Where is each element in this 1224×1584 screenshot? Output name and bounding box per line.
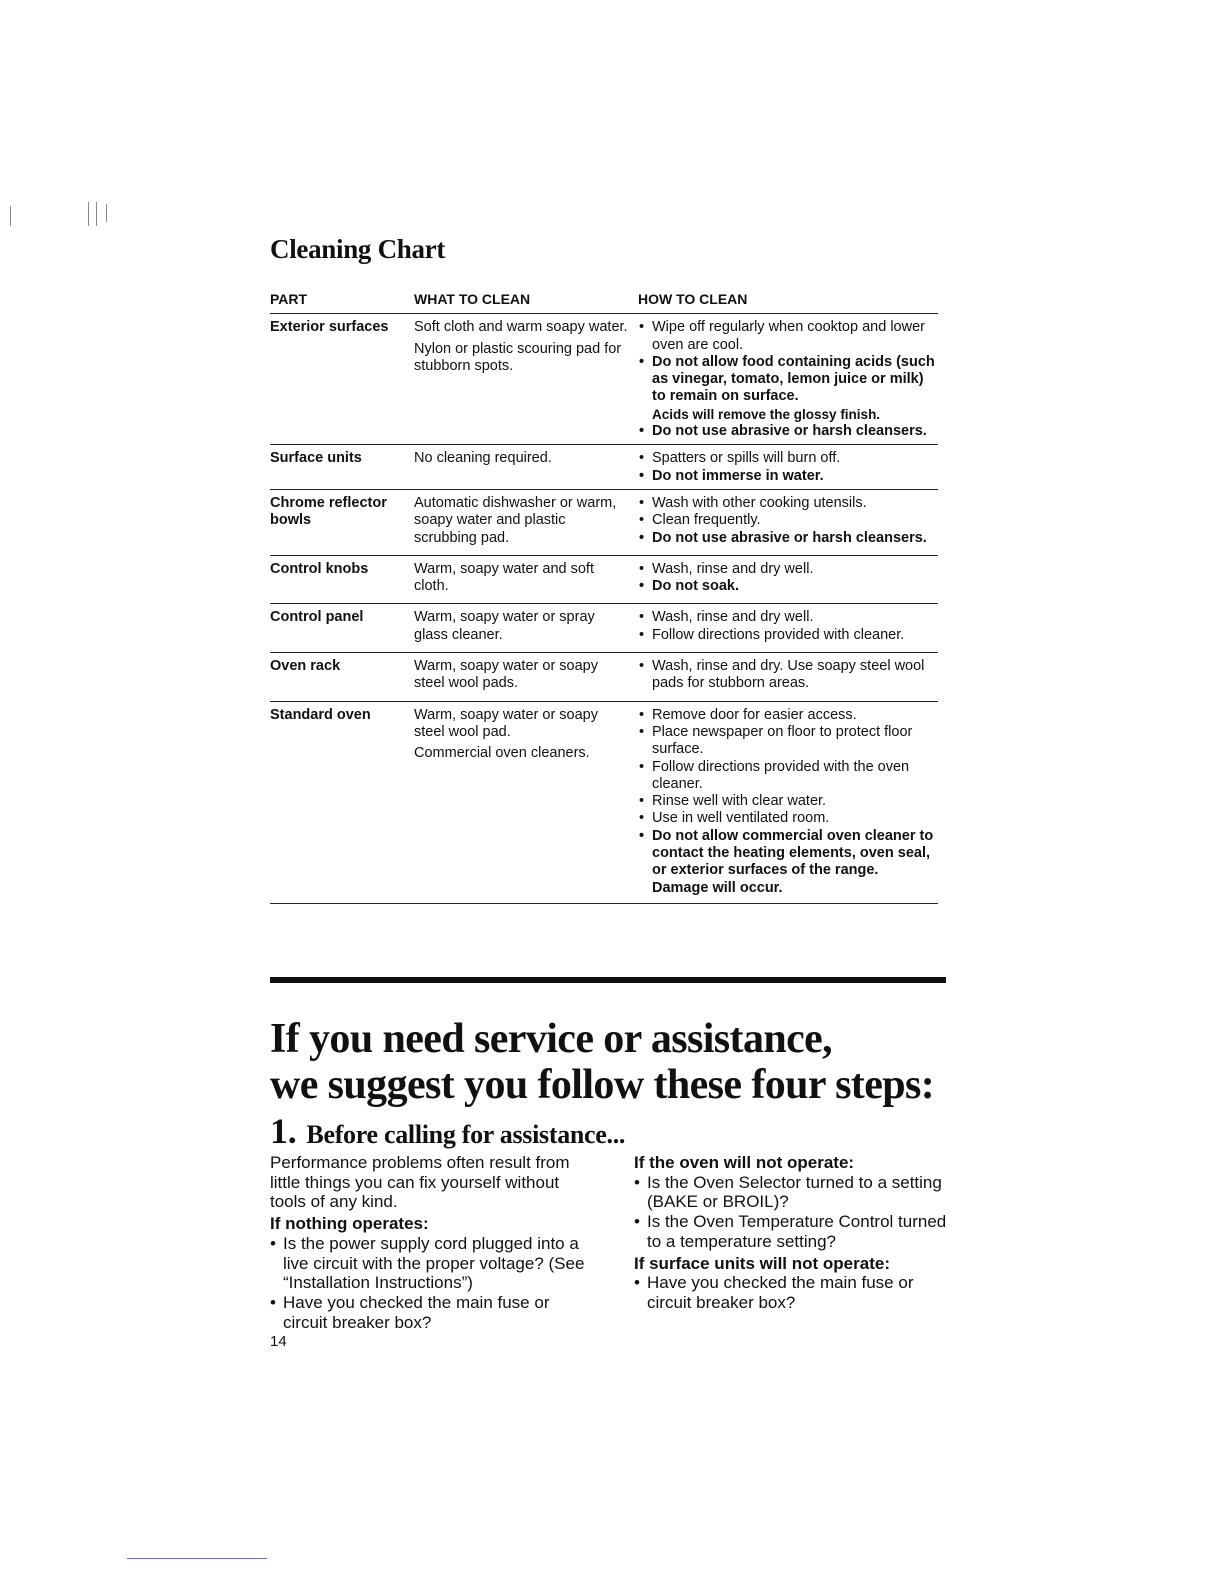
- how-to-clean-cell: [638, 653, 938, 702]
- table-row: [270, 604, 938, 653]
- table-row: [270, 445, 938, 490]
- how-to-clean-list: [638, 495, 938, 547]
- part-cell: Surface units: [270, 445, 414, 490]
- how-to-clean-list: [638, 319, 938, 440]
- instruction-item: • Spatters or spills will burn off.: [638, 450, 938, 467]
- service-left-column: [270, 1153, 590, 1332]
- what-to-clean-text: No cleaning required.: [414, 450, 552, 467]
- list-item: • Is the Oven Temperature Control turned to a temperature setting?: [634, 1212, 950, 1251]
- instruction-item: • Wipe off regularly when cooktop and lower oven are cool.: [638, 319, 938, 354]
- checklist-nothing-operates: [270, 1234, 590, 1333]
- instruction-item: • Clean frequently.: [638, 512, 938, 529]
- what-to-clean-cell: [414, 314, 638, 445]
- instruction-item: • Remove door for easier access.: [638, 707, 938, 724]
- what-to-clean-text: Soft cloth and warm soapy water.: [414, 319, 628, 336]
- intro-paragraph: Performance problems often result from little things you can fix yourself without tools of any kind.: [270, 1153, 570, 1212]
- table-row: [270, 701, 938, 903]
- part-cell: Control panel: [270, 604, 414, 653]
- instruction-item: • Use in well ventilated room.: [638, 810, 938, 827]
- what-to-clean-cell: [414, 604, 638, 653]
- headline-line-2: we suggest you follow these four steps:: [270, 1062, 935, 1108]
- table-header-row: [270, 287, 938, 314]
- list-item: • Have you checked the main fuse or circuit breaker box?: [270, 1293, 590, 1332]
- checklist-surface-units-not-operate: [634, 1273, 950, 1312]
- instruction-item: • Do not soak.: [638, 578, 938, 595]
- cleaning-chart-table: [270, 287, 938, 904]
- how-to-clean-cell: [638, 314, 938, 445]
- section-divider: [270, 977, 946, 983]
- how-to-clean-cell: [638, 445, 938, 490]
- instruction-item: • Rinse well with clear water.: [638, 793, 938, 810]
- what-to-clean-cell: [414, 445, 638, 490]
- how-to-clean-list: [638, 561, 938, 596]
- instruction-item: • Wash, rinse and dry well.: [638, 561, 938, 578]
- column-header-what: WHAT TO CLEAN: [414, 287, 638, 314]
- how-to-clean-list: [638, 450, 938, 485]
- list-item: • Is the power supply cord plugged into a live circuit with the proper voltage? (See “Installation Instructions”): [270, 1234, 590, 1293]
- section-heading-nothing-operates: If nothing operates:: [270, 1214, 429, 1234]
- column-header-how: HOW TO CLEAN: [638, 287, 938, 314]
- what-to-clean-text: Warm, soapy water and soft cloth.: [414, 560, 594, 595]
- part-cell: Control knobs: [270, 555, 414, 604]
- headline-line-1: If you need service or assistance,: [270, 1016, 833, 1062]
- what-to-clean-cell: [414, 653, 638, 702]
- page-number: 14: [270, 1333, 287, 1350]
- step-heading: [270, 1110, 625, 1152]
- how-to-clean-list: [638, 707, 938, 897]
- what-to-clean-text: Warm, soapy water or soapy steel wool pads.: [414, 658, 598, 692]
- instruction-item: • Do not immerse in water.: [638, 468, 938, 485]
- step-title: Before calling for assistance...: [306, 1120, 626, 1149]
- how-to-clean-cell: [638, 604, 938, 653]
- part-cell: Chrome reflector bowls: [270, 489, 414, 555]
- footer-link-underline: [127, 1558, 267, 1559]
- part-cell: Oven rack: [270, 653, 414, 702]
- instruction-item: • Wash, rinse and dry. Use soapy steel wool pads for stubborn areas.: [638, 658, 938, 693]
- table-row: [270, 653, 938, 702]
- part-cell: Standard oven: [270, 701, 414, 903]
- how-to-clean-cell: [638, 489, 938, 555]
- how-to-clean-list: [638, 658, 938, 693]
- cleaning-chart-body: [270, 314, 938, 904]
- table-row: [270, 489, 938, 555]
- section-heading-surface-units-not-operate: If surface units will not operate:: [634, 1253, 890, 1273]
- service-right-column: [634, 1153, 950, 1313]
- what-to-clean-cell: [414, 555, 638, 604]
- table-row: [270, 314, 938, 445]
- instruction-item: • Follow directions provided with the oven cleaner.: [638, 759, 938, 794]
- checklist-oven-not-operate: [634, 1173, 950, 1252]
- step-number: 1.: [270, 1111, 297, 1151]
- part-cell: Exterior surfaces: [270, 314, 414, 445]
- how-to-clean-cell: [638, 701, 938, 903]
- what-to-clean-text: Commercial oven cleaners.: [414, 745, 590, 762]
- what-to-clean-text: Nylon or plastic scouring pad for stubborn spots.: [414, 340, 622, 374]
- instruction-item: • Do not allow food containing acids (such as vinegar, tomato, lemon juice or milk) to remain on surface.: [638, 354, 938, 406]
- instruction-item: • Do not allow commercial oven cleaner to contact the heating elements, oven seal, or exterior surfaces of the range. Damage will occur.: [638, 828, 938, 897]
- what-to-clean-text: Warm, soapy water or soapy steel wool pad.: [414, 706, 598, 740]
- what-to-clean-cell: [414, 701, 638, 903]
- list-item: • Have you checked the main fuse or circuit breaker box?: [634, 1273, 950, 1312]
- warning-note: Acids will remove the glossy finish.: [652, 406, 881, 422]
- table-row: [270, 555, 938, 604]
- instruction-item: • Wash with other cooking utensils.: [638, 495, 938, 512]
- section-heading-oven-not-operate: If the oven will not operate:: [634, 1153, 855, 1172]
- list-item: • Is the Oven Selector turned to a setting (BAKE or BROIL)?: [634, 1173, 950, 1212]
- what-to-clean-text: Warm, soapy water or spray glass cleaner.: [414, 609, 595, 643]
- instruction-item: • Wash, rinse and dry well.: [638, 609, 938, 626]
- instruction-item: • Place newspaper on floor to protect floor surface.: [638, 724, 938, 759]
- what-to-clean-cell: [414, 489, 638, 555]
- instruction-item: • Do not use abrasive or harsh cleansers.: [638, 423, 938, 440]
- how-to-clean-cell: [638, 555, 938, 604]
- instruction-item: • Follow directions provided with cleaner.: [638, 627, 938, 644]
- instruction-item: • Do not use abrasive or harsh cleansers.: [638, 530, 938, 547]
- service-headline: [270, 1016, 970, 1108]
- column-header-part: PART: [270, 287, 414, 314]
- how-to-clean-list: [638, 609, 938, 644]
- cleaning-chart-title: Cleaning Chart: [270, 234, 446, 264]
- what-to-clean-text: Automatic dishwasher or warm, soapy water and plastic scrubbing pad.: [414, 494, 617, 546]
